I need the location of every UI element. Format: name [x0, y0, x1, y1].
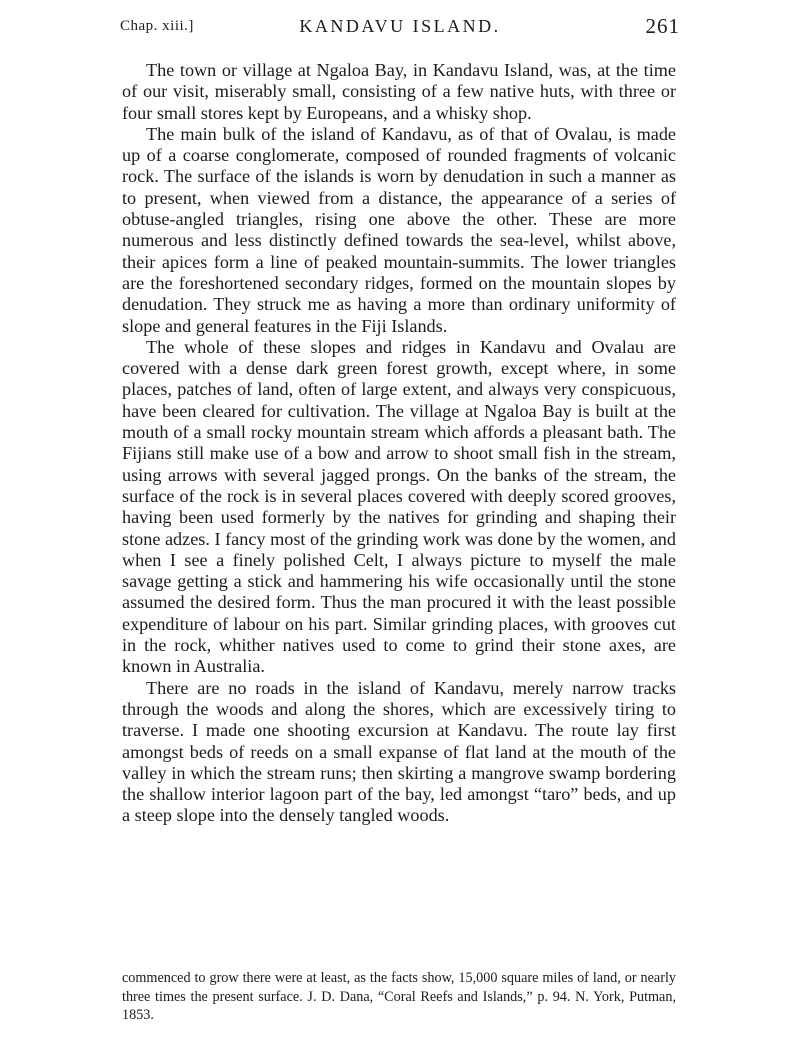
page-number: 261	[645, 14, 680, 38]
page-title: KANDAVU ISLAND.	[299, 16, 501, 36]
body-text	[122, 60, 676, 827]
running-head	[120, 14, 680, 40]
paragraph-forest: The whole of these slopes and ridges in Kandavu and Ovalau are covered with a dense dark green forest growth, except where, in some places, patches of land, often of large extent, and always very conspicuous, have been cleared for cultivation. The village at Ngaloa Bay is built at the mouth of a small rocky mountain stream which affords a pleasant bath. The Fijians still make use of a bow and arrow to shoot small fish in the stream, using arrows with several jagged prongs. On the banks of the stream, the surface of the rock is in several places covered with deeply scored grooves, having been used formerly by the natives for grinding and shaping their stone adzes. I fancy most of the grinding work was done by the women, and when I see a finely polished Celt, I always picture to myself the male savage getting a stick and hammering his wife occasionally until the stone assumed the desired form. Thus the man procured it with the least possible expenditure of labour on his part. Similar grinding places, with grooves cut in the rock, whither natives used to come to grind their stone axes, are known in Australia.	[122, 336, 676, 677]
footnote-text: commenced to grow there were at least, as the facts show, 15,000 square miles of land, or nearly three times the present surface. J. D. Dana, “Coral Reefs and Islands,” p. 94. N. York, Putman, 1853.	[122, 970, 676, 1023]
paragraph-geology: The main bulk of the island of Kandavu, as of that of Ovalau, is made up of a coarse conglomerate, composed of rounded fragments of volcanic rock. The surface of the islands is worn by denudation in such a manner as to present, when viewed from a distance, the appearance of a series of obtuse-angled triangles, rising one above the other. These are more numerous and less distinctly defined towards the sea-level, whilst above, their apices form a line of peaked mountain-summits. The lower triangles are the foreshortened secondary ridges, formed on the mountain slopes by denudation. They struck me as having a more than ordinary uniformity of slope and general features in the Fiji Islands.	[122, 123, 676, 336]
footnote	[122, 969, 676, 1025]
paragraph-roads: There are no roads in the island of Kandavu, merely narrow tracks through the woods and along the shores, which are excessively tiring to traverse. I made one shooting excursion at Kandavu. The route lay first amongst beds of reeds on a small expanse of flat land at the mouth of the valley in which the stream runs; then skirting a mangrove swamp bordering the shallow interior lagoon part of the bay, led amongst “taro” beds, and up a steep slope into the densely tangled woods.	[122, 677, 676, 826]
chapter-label: Chap. xiii.]	[120, 18, 194, 34]
paragraph-town: The town or village at Ngaloa Bay, in Kandavu Island, was, at the time of our visit, miserably small, consisting of a few native huts, with three or four small stores kept by Europeans, and a whisky shop.	[122, 60, 676, 123]
